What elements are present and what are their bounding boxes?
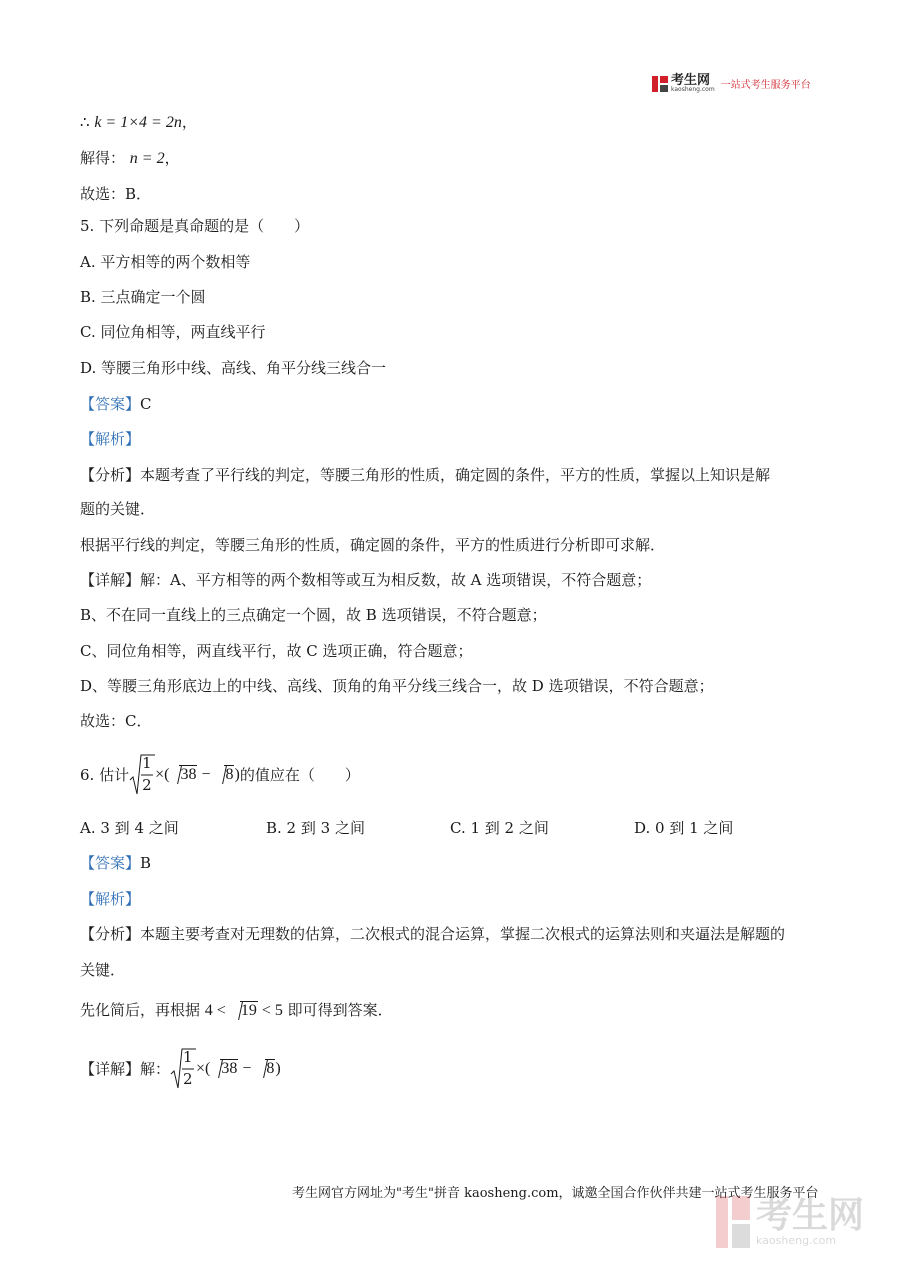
q6-method — [80, 1000, 393, 1021]
q6-option-a: A. 3 到 4 之间 — [80, 819, 179, 837]
q5-option-b: B. 三点确定一个圆 — [80, 288, 206, 306]
solve-label: 解得： — [80, 149, 126, 167]
q5-analysis-tag: 【解析】 — [80, 430, 141, 448]
fenxi-text: 本题考查了平行线的判定，等腰三角形的性质，确定圆的条件，平方的性质，掌握以上知识是解 — [140, 466, 771, 484]
q5-fenxi-1 — [80, 465, 770, 485]
sqrt-half — [170, 1046, 196, 1092]
solve-line — [80, 148, 180, 169]
therefore-symbol: ∴ — [80, 113, 90, 131]
answer-value: C — [140, 395, 152, 413]
q6-analysis-tag: 【解析】 — [80, 890, 141, 908]
q6-option-b: B. 2 到 3 之间 — [266, 819, 365, 837]
q5-detail-3: C、同位角相等，两直线平行，故 C 选项正确，符合题意； — [80, 642, 473, 660]
method-prefix: 先化简后，再根据 — [80, 1001, 205, 1019]
fenxi-tag: 【分析】 — [80, 925, 141, 943]
detail-tag: 【详解】 — [80, 571, 141, 589]
q6-option-c: C. 1 到 2 之间 — [450, 819, 549, 837]
minus: − — [238, 1060, 256, 1077]
times-open: ×( — [196, 1060, 211, 1077]
radicand-8: 8 — [225, 766, 234, 783]
method-suffix: 即可得到答案． — [282, 1001, 393, 1019]
q5-method: 根据平行线的判定，等腰三角形的性质，确定圆的条件，平方的性质进行分析即可求解． — [80, 536, 666, 554]
sqrt-half — [129, 752, 155, 798]
q5-option-a: A. 平方相等的两个数相等 — [80, 253, 251, 271]
header-logo — [652, 74, 811, 93]
q5-conclusion: 故选：C． — [80, 712, 152, 730]
minus: − — [197, 766, 215, 783]
sqrt-38 — [169, 765, 197, 785]
close-paren: ) — [275, 1060, 281, 1077]
frac-numerator: 1 — [183, 1048, 193, 1066]
sqrt-8 — [255, 1059, 275, 1079]
frac-numerator: 1 — [142, 754, 152, 772]
therefore-line — [80, 112, 197, 133]
method-ineq-left: 4 < — [204, 1002, 230, 1019]
frac-denominator: 2 — [183, 1070, 193, 1088]
sqrt-8 — [214, 765, 234, 785]
sqrt-19 — [230, 1001, 258, 1021]
logo-url: kaosheng.com — [671, 86, 715, 93]
fenxi-text: 本题主要考查对无理数的估算，二次根式的混合运算，掌握二次根式的运算法则和夹逼法是解题的 — [140, 925, 786, 943]
q5-stem: 5. 下列命题是真命题的是（ ） — [80, 217, 310, 235]
comma: ， — [181, 113, 197, 131]
q6-stem — [80, 752, 360, 798]
q5-detail-1 — [80, 570, 651, 590]
frac-denominator: 2 — [142, 776, 152, 794]
watermark-url: kaosheng.com — [756, 1233, 837, 1247]
radicand-19: 19 — [240, 1002, 257, 1019]
method-ineq-right: < 5 — [257, 1002, 283, 1019]
kaosheng-logo-icon — [652, 76, 668, 92]
logo-name: 考生网 — [671, 73, 711, 88]
q6-number: 6. 估计 — [80, 766, 130, 784]
q6-option-d: D. 0 到 1 之间 — [634, 819, 734, 837]
q5-fenxi-2: 题的关键． — [80, 500, 156, 518]
radicand-38: 38 — [221, 1060, 238, 1077]
answer-value: B — [140, 854, 152, 872]
q6-fenxi-1 — [80, 924, 785, 944]
watermark-name: 考生网 — [756, 1194, 865, 1236]
q5-detail-2: B、不在同一直线上的三点确定一个圆，故 B 选项错误，不符合题意； — [80, 606, 547, 624]
q5-answer — [80, 394, 152, 414]
detail-prefix: 解： — [140, 1060, 171, 1078]
watermark — [716, 1196, 864, 1248]
radicand-38: 38 — [180, 766, 197, 783]
times-open: ×( — [155, 766, 170, 783]
detail-tag: 【详解】 — [80, 1060, 141, 1078]
comma: ， — [164, 149, 180, 167]
logo-slogan: 一站式考生服务平台 — [720, 80, 811, 91]
choose-line: 故选：B． — [80, 185, 152, 203]
q5-option-d: D. 等腰三角形中线、高线、角平分线三线合一 — [80, 359, 387, 377]
answer-tag: 【答案】 — [80, 395, 141, 413]
q5-detail-4: D、等腰三角形底边上的中线、高线、顶角的角平分线三线合一，故 D 选项错误，不符合题意； — [80, 677, 714, 695]
answer-tag: 【答案】 — [80, 854, 141, 872]
radicand-8: 8 — [266, 1060, 275, 1077]
n-equation: n = 2 — [129, 150, 165, 167]
q6-answer — [80, 853, 151, 873]
k-equation: k = 1×4 = 2n — [94, 114, 182, 131]
q6-fenxi-2: 关键． — [80, 961, 126, 979]
detail-text: 解：A、平方相等的两个数相等或互为相反数，故 A 选项错误，不符合题意； — [140, 571, 652, 589]
close-paren: ) — [234, 766, 240, 783]
footer-text: 考生网官方网址为"考生"拼音 kaosheng.com，诚邀全国合作伙伴共建一站式考生服务平台 — [292, 1186, 819, 1201]
kaosheng-watermark-icon — [716, 1196, 750, 1248]
fenxi-tag: 【分析】 — [80, 466, 141, 484]
q6-detail — [80, 1046, 281, 1092]
q5-option-c: C. 同位角相等，两直线平行 — [80, 323, 266, 341]
q6-stem-suffix: 的值应在（ ） — [239, 766, 360, 784]
sqrt-38 — [210, 1059, 238, 1079]
